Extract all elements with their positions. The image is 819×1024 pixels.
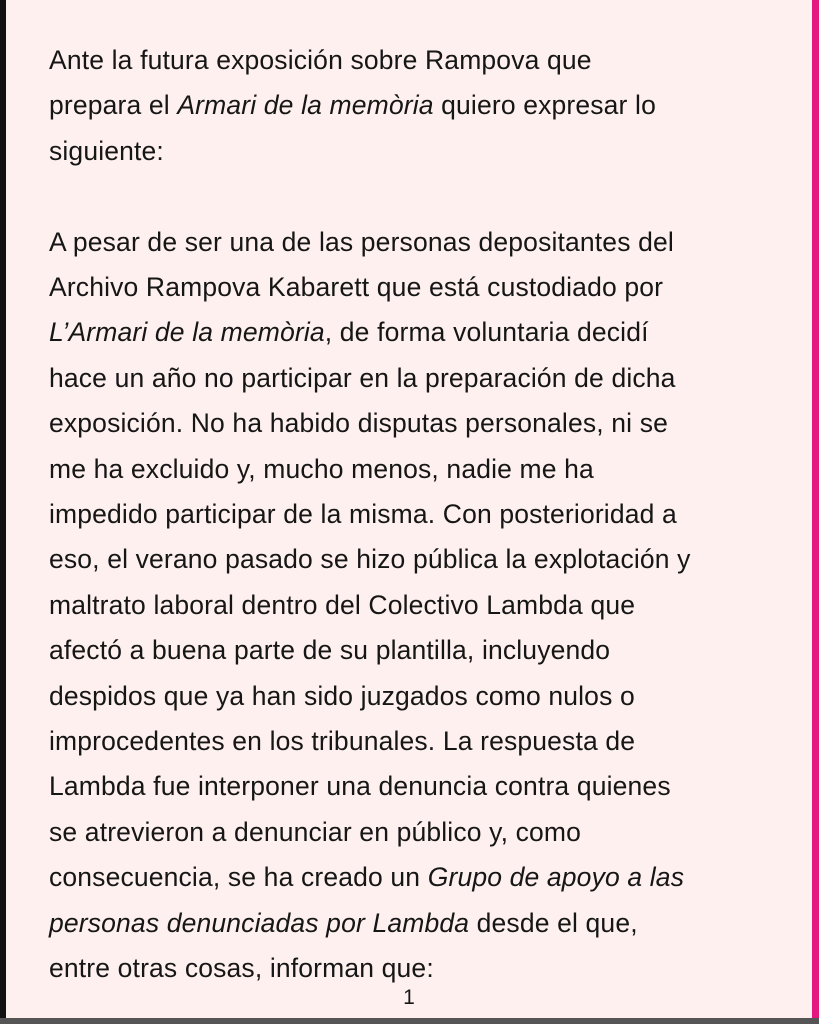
text-run: consecuencia, se ha creado un <box>49 862 428 893</box>
text-line <box>49 583 789 628</box>
text-line <box>49 129 789 174</box>
italic-title: Armari de la memòria <box>177 90 434 121</box>
text-run: prepara el <box>49 90 178 121</box>
text-line <box>49 719 789 764</box>
text-run: despidos que ya han sido juzgados como nulos o <box>49 680 635 711</box>
text-run: quiero expresar lo <box>433 90 656 121</box>
text-run: Archivo Rampova Kabarett que está custodiado por <box>49 272 664 303</box>
text-line <box>49 401 789 446</box>
text-run: hace un año no participar en la preparación de dicha <box>49 362 676 393</box>
text-run: eso, el verano pasado se hizo pública la explotación y <box>49 544 691 575</box>
text-line <box>49 810 789 855</box>
text-line <box>49 265 789 310</box>
text-line <box>49 356 789 401</box>
text-run: se atrevieron a denunciar en público y, como <box>49 816 581 847</box>
text-line <box>49 310 789 355</box>
text-run: siguiente: <box>49 135 164 166</box>
bottom-border <box>0 1018 819 1024</box>
page-number: 1 <box>403 986 415 1009</box>
paragraph-body <box>49 220 789 992</box>
text-line <box>49 901 789 946</box>
text-line <box>49 83 789 128</box>
text-run: A pesar de ser una de las personas depositantes del <box>49 226 674 257</box>
italic-group-name: personas denunciadas por Lambda <box>49 907 470 938</box>
text-line <box>49 628 789 673</box>
text-run: entre otras cosas, informan que: <box>49 953 434 984</box>
text-line <box>49 38 789 83</box>
document-page <box>6 0 812 1018</box>
text-line <box>49 537 789 582</box>
paragraph-intro <box>49 38 789 174</box>
italic-title: L’Armari de la memòria <box>49 317 325 348</box>
italic-group-name: Grupo de apoyo a las <box>427 862 685 893</box>
text-line <box>49 492 789 537</box>
text-run: , de forma voluntaria decidí <box>324 317 649 348</box>
text-line <box>49 764 789 809</box>
text-line <box>49 674 789 719</box>
document-body <box>49 38 789 992</box>
text-run: desde el que, <box>469 907 638 938</box>
text-line <box>49 946 789 991</box>
text-run: Ante la futura exposición sobre Rampova que <box>49 45 592 75</box>
text-run: exposición. No ha habido disputas personales, ni se <box>49 408 669 439</box>
text-line <box>49 855 789 900</box>
text-run: improcedentes en los tribunales. La respuesta de <box>49 726 636 757</box>
text-run: impedido participar de la misma. Con posterioridad a <box>49 499 677 530</box>
text-line <box>49 220 789 265</box>
text-line <box>49 447 789 492</box>
text-run: Lambda fue interponer una denuncia contra quienes <box>49 771 671 802</box>
text-run: maltrato laboral dentro del Colectivo Lambda que <box>49 589 636 620</box>
text-run: me ha excluido y, mucho menos, nadie me ha <box>49 453 594 484</box>
text-run: afectó a buena parte de su plantilla, incluyendo <box>49 635 611 666</box>
